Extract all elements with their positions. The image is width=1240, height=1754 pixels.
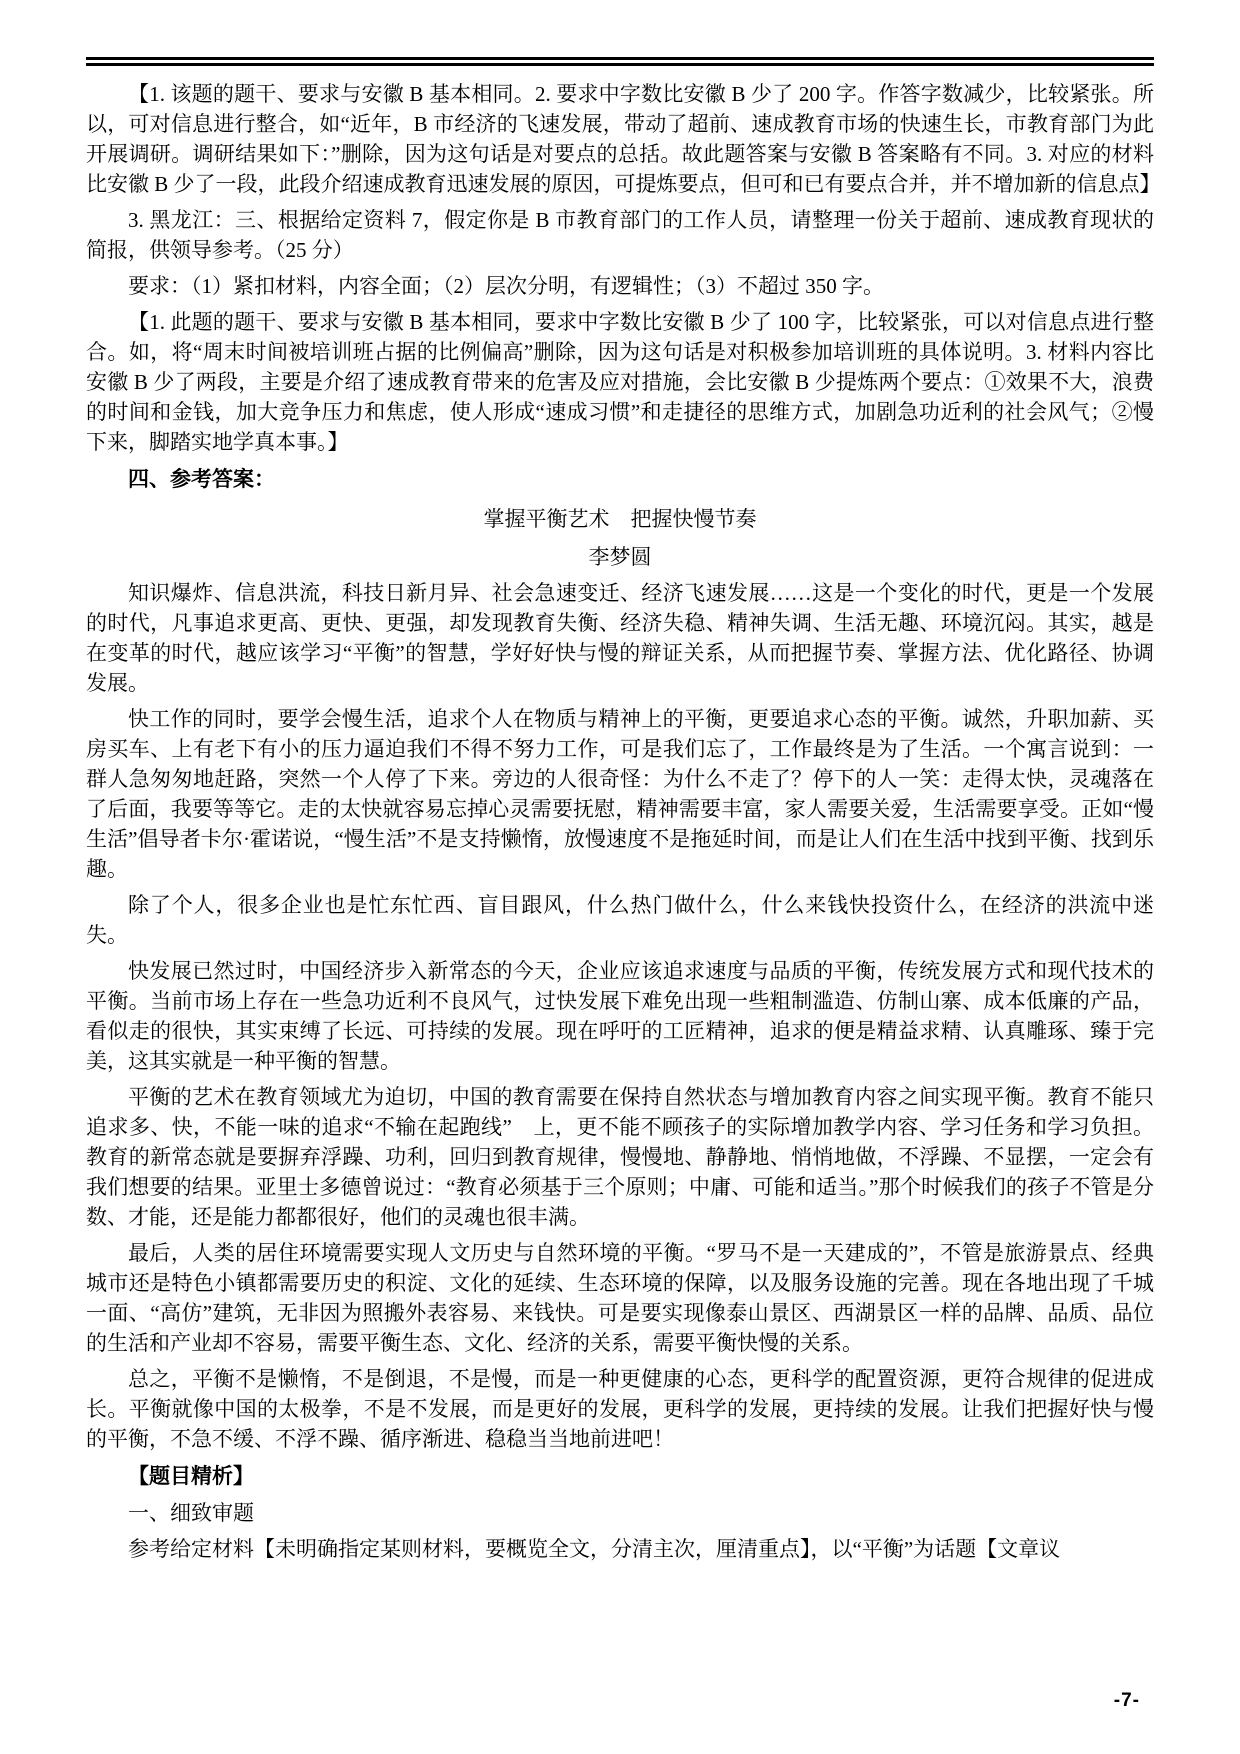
essay-paragraph-5: 平衡的艺术在教育领域尤为迫切，中国的教育需要在保持自然状态与增加教育内容之间实现平衡。教育不能只追求多、快，不能一味的追求“不输在起跑线” 上，更不能不顾孩子的实际增加教学内容、学习任务和学习负担。教育的新常态就是要摒弃浮躁、功利，回归到教育规律，慢慢地、静静地、悄悄地做，不浮躁、不显摆，一定会有我们想要的结果。亚里士多德曾说过：“教育必须基于三个原则；中庸、可能和适当。”那个时候我们的孩子不管是分数、才能，还是能力都都很好，他们的灵魂也很丰满。 xyxy=(86,1085,1154,1229)
reference-answer-heading: 四、参考答案： xyxy=(128,468,275,491)
topic-analysis-paragraph: 参考给定材料【未明确指定某则材料，要概览全文，分清主次，厘清重点】，以“平衡”为话题【文章议 xyxy=(128,1537,1061,1561)
essay-paragraph-6: 最后，人类的居住环境需要实现人文历史与自然环境的平衡。“罗马不是一天建成的”，不管是旅游景点、经典城市还是特色小镇都需要历史的积淀、文化的延续、生态环境的保障，以及服务设施的完善。现在各地出现了千城一面、“高仿”建筑，无非因为照搬外表容易、来钱快。可是要实现像泰山景区、西湖景区一样的品牌、品质、品位的生活和产业却不容易，需要平衡生态、文化、经济的关系，需要平衡快慢的关系。 xyxy=(86,1241,1154,1355)
topic-analysis-heading: 【题目精析】 xyxy=(128,1465,254,1488)
topic-analysis-subheading: 一、细致审题 xyxy=(128,1501,254,1525)
essay-paragraph-1: 知识爆炸、信息洪流，科技日新月异、社会急速变迁、经济飞速发展……这是一个变化的时代，更是一个发展的时代，凡事追求更高、更快、更强，却发现教育失衡、经济失稳、精神失调、生活无趣、环境沉闷。其实，越是在变革的时代，越应该学习“平衡”的智慧，学好好快与慢的辩证关系，从而把握节奏、掌握方法、优化路径、协调发展。 xyxy=(86,581,1154,695)
essay-paragraph-4: 快发展已然过时，中国经济步入新常态的今天，企业应该追求速度与品质的平衡，传统发展方式和现代技术的平衡。当前市场上存在一些急功近利不良风气，过快发展下难免出现一些粗制滥造、仿制山寨、成本低廉的产品，看似走的很快，其实束缚了长远、可持续的发展。现在呼吁的工匠精神，追求的便是精益求精、认真雕琢、臻于完美，这其实就是一种平衡的智慧。 xyxy=(86,959,1154,1073)
essay-author: 李梦圆 xyxy=(588,545,652,569)
header-double-rule xyxy=(86,57,1154,66)
task-requirements-paragraph: 要求：（1）紧扣材料，内容全面；（2）层次分明，有逻辑性；（3）不超过 350 字。 xyxy=(128,274,884,298)
essay-paragraph-3: 除了个人，很多企业也是忙东忙西、盲目跟风，什么热门做什么，什么来钱快投资什么，在经济的洪流中迷失。 xyxy=(86,893,1154,947)
header-rule-bottom-bar xyxy=(86,63,1154,66)
page-number: -7- xyxy=(1113,1690,1140,1711)
note-paragraph-anhui-comparison: 【1. 该题的题干、要求与安徽 B 基本相同。2. 要求中字数比安徽 B 少了 200 字。作答字数减少，比较紧张。所以，可对信息进行整合，如“近年，B 市经济的飞速发展，带动了超前、速成教育市场的快速生长，市教育部门为此开展调研。调研结果如下：”删除，因为这句话是对要点的总括。故此题答案与安徽 B 答案略有不同。3. 对应的材料比安徽 B 少了一段，此段介绍速成教育迅速发展的原因，可提炼要点，但可和已有要点合并，并不增加新的信息点】 xyxy=(86,82,1161,196)
task-paragraph-heilongjiang: 3. 黑龙江：三、根据给定资料 7，假定你是 B 市教育部门的工作人员，请整理一份关于超前、速成教育现状的简报，供领导参考。（25 分） xyxy=(86,208,1154,262)
essay-title: 掌握平衡艺术 把握快慢节奏 xyxy=(483,507,757,531)
note-paragraph-analysis: 【1. 此题的题干、要求与安徽 B 基本相同，要求中字数比安徽 B 少了 100 字，比较紧张，可以对信息点进行整合。如，将“周末时间被培训班占据的比例偏高”删除，因为这句话是对积极参加培训班的具体说明。3. 材料内容比安徽 B 少了两段，主要是介绍了速成教育带来的危害及应对措施，会比安徽 B 少提炼两个要点：①效果不大，浪费的时间和金钱，加大竞争压力和焦虑，使人形成“速成习惯”和走捷径的思维方式，加剧急功近利的社会风气；②慢下来，脚踏实地学真本事。】 xyxy=(86,310,1154,454)
essay-paragraph-7: 总之，平衡不是懒惰，不是倒退，不是慢，而是一种更健康的心态，更科学的配置资源，更符合规律的促进成长。平衡就像中国的太极拳，不是不发展，而是更好的发展，更科学的发展，更持续的发展。让我们把握好快与慢的平衡，不急不缓、不浮不躁、循序渐进、稳稳当当地前进吧！ xyxy=(86,1367,1154,1451)
essay-paragraph-2: 快工作的同时，要学会慢生活，追求个人在物质与精神上的平衡，更要追求心态的平衡。诚然，升职加薪、买房买车、上有老下有小的压力逼迫我们不得不努力工作，可是我们忘了，工作最终是为了生活。一个寓言说到：一群人急匆匆地赶路，突然一个人停了下来。旁边的人很奇怪：为什么不走了？停下的人一笑：走得太快，灵魂落在了后面，我要等等它。走的太快就容易忘掉心灵需要抚慰，精神需要丰富，家人需要关爱，生活需要享受。正如“慢生活”倡导者卡尔·霍诺说，“慢生活”不是支持懒惰，放慢速度不是拖延时间，而是让人们在生活中找到平衡、找到乐趣。 xyxy=(86,707,1154,881)
